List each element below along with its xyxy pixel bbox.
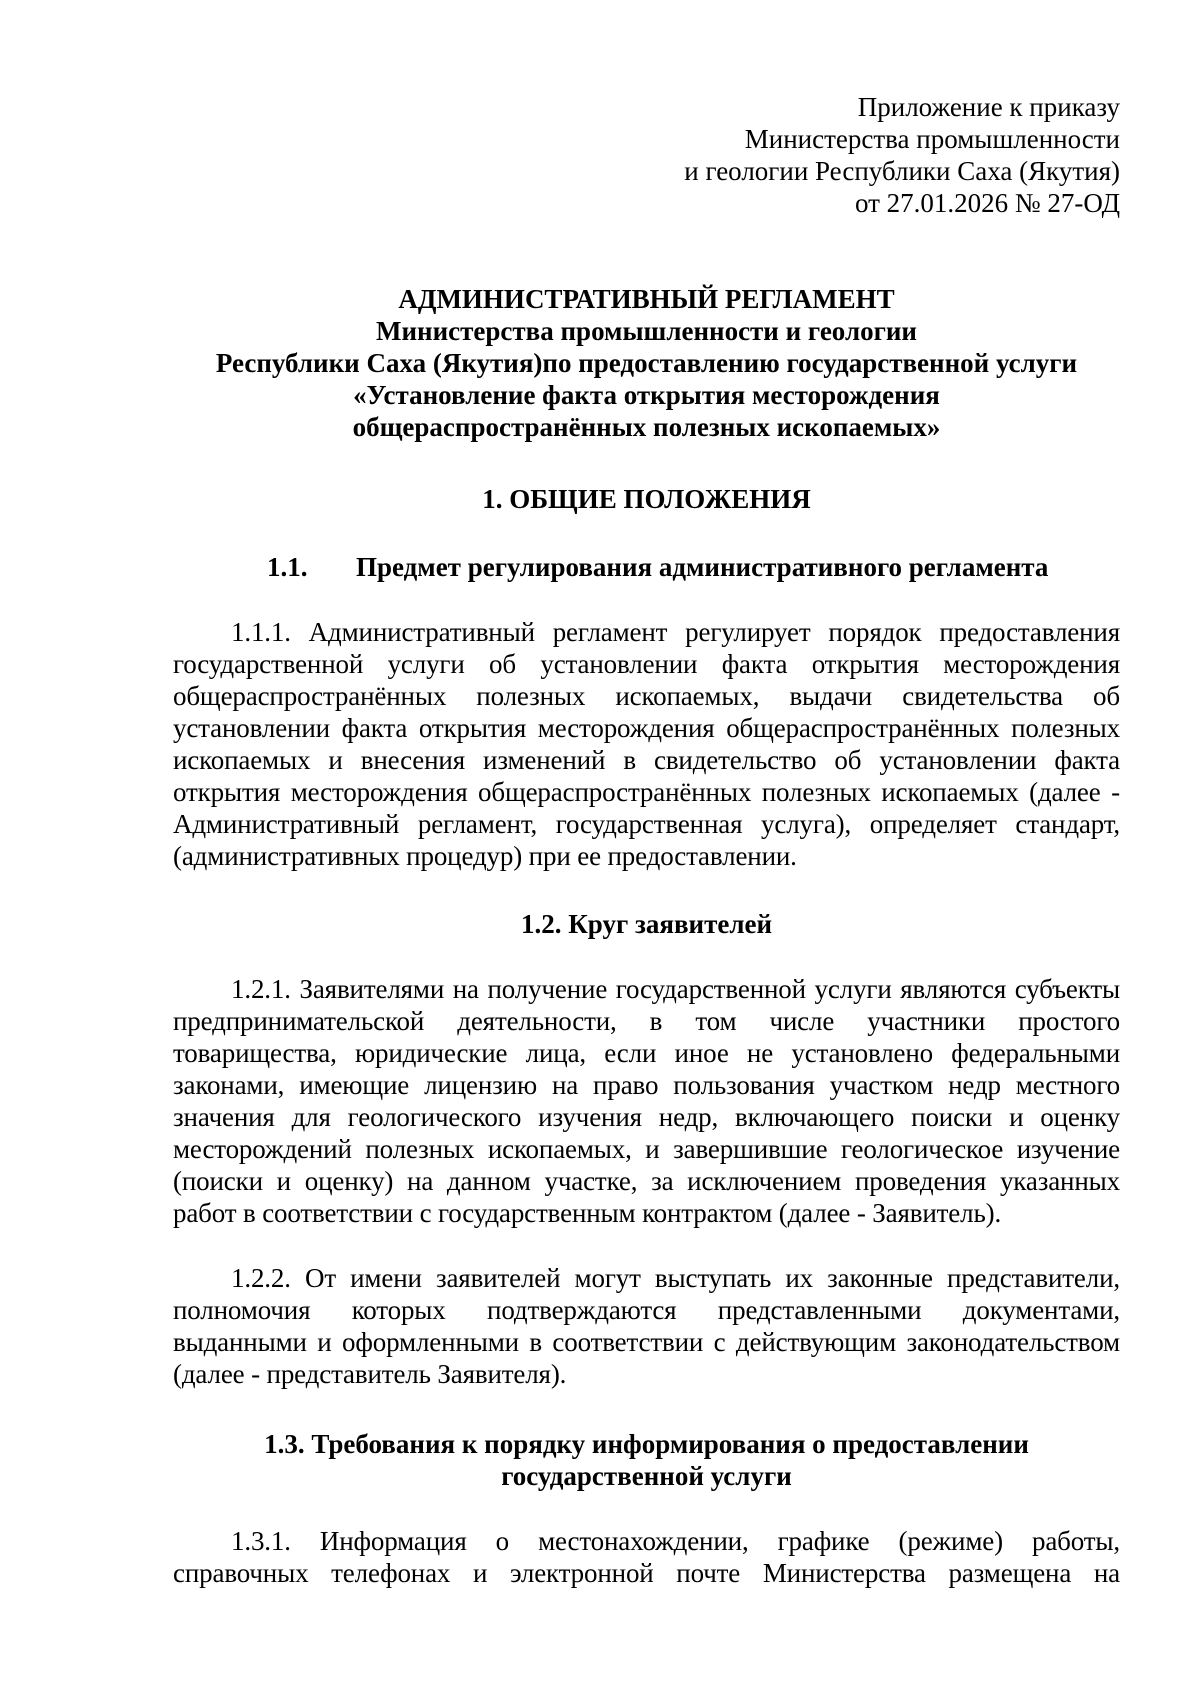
title-line: Республики Саха (Якутия)по предоставлению государственной услуги (215, 348, 1078, 378)
document-title (173, 283, 1120, 443)
paragraph-1-1-1: 1.1.1. Административный регламент регулирует порядок предоставления государственной услуги об установлении факта открытия месторождения общераспространённых полезных ископаемых, выдачи свидетельства об установлении факта открытия месторождения общераспространённых полезных ископаемых и внесения изменений в свидетельство об установлении факта открытия месторождения общераспространённых полезных ископаемых (далее - Административный регламент, государственная услуга), определяет стандарт, (административных процедур) при ее предоставлении. (173, 617, 1120, 871)
subsection-heading-1-2: 1.2. Круг заявителей (520, 909, 773, 939)
title-line: Министерства промышленности и геологии (376, 316, 917, 346)
heading-line: 1.3. Требования к порядку информирования о предоставлении (264, 1429, 1029, 1459)
title-line: «Установление факта открытия месторождения (353, 380, 940, 410)
appendix-header (684, 91, 1120, 219)
paragraph-1-3-1: 1.3.1. Информация о местонахождении, графике (режиме) работы, справочных телефонах и электронной почте Министерства размещена на (173, 1526, 1120, 1588)
subsection-number: 1.1. (267, 552, 308, 582)
paragraph-1-2-1: 1.2.1. Заявителями на получение государственной услуги являются субъекты предпринимательской деятельности, в том числе участники простого товарищества, юридические лица, если иное не установлено федеральными законами, имеющие лицензию на право пользования участком недр местного значения для геологического изучения недр, включающего поиски и оценку месторождений полезных ископаемых, и завершившие геологическое изучение (поиски и оценку) на данном участке, за исключением проведения указанных работ в соответствии с государственным контрактом (далее - Заявитель). (173, 974, 1120, 1228)
paragraph-1-2-2: 1.2.2. От имени заявителей могут выступать их законные представители, полномочия которых подтверждаются представленными документами, выданными и оформленными в соответствии с действующим законодательством (далее - представитель Заявителя). (173, 1263, 1120, 1389)
title-line: общераспространённых полезных ископаемых» (352, 412, 941, 442)
appendix-date-number: от 27.01.2026 № 27-ОД (854, 188, 1120, 218)
appendix-line: и геологии Республики Саха (Якутия) (684, 156, 1120, 186)
appendix-line: Приложение к приказу (857, 92, 1120, 122)
appendix-line: Министерства промышленности (744, 124, 1120, 154)
title-line: АДМИНИСТРАТИВНЫЙ РЕГЛАМЕНТ (398, 284, 895, 314)
heading-line: государственной услуги (501, 1461, 792, 1491)
section-heading-general: 1. ОБЩИЕ ПОЛОЖЕНИЯ (482, 484, 811, 514)
subsection-heading-1-3 (173, 1428, 1120, 1492)
subsection-title: Предмет регулирования административного регламента (356, 552, 1049, 582)
